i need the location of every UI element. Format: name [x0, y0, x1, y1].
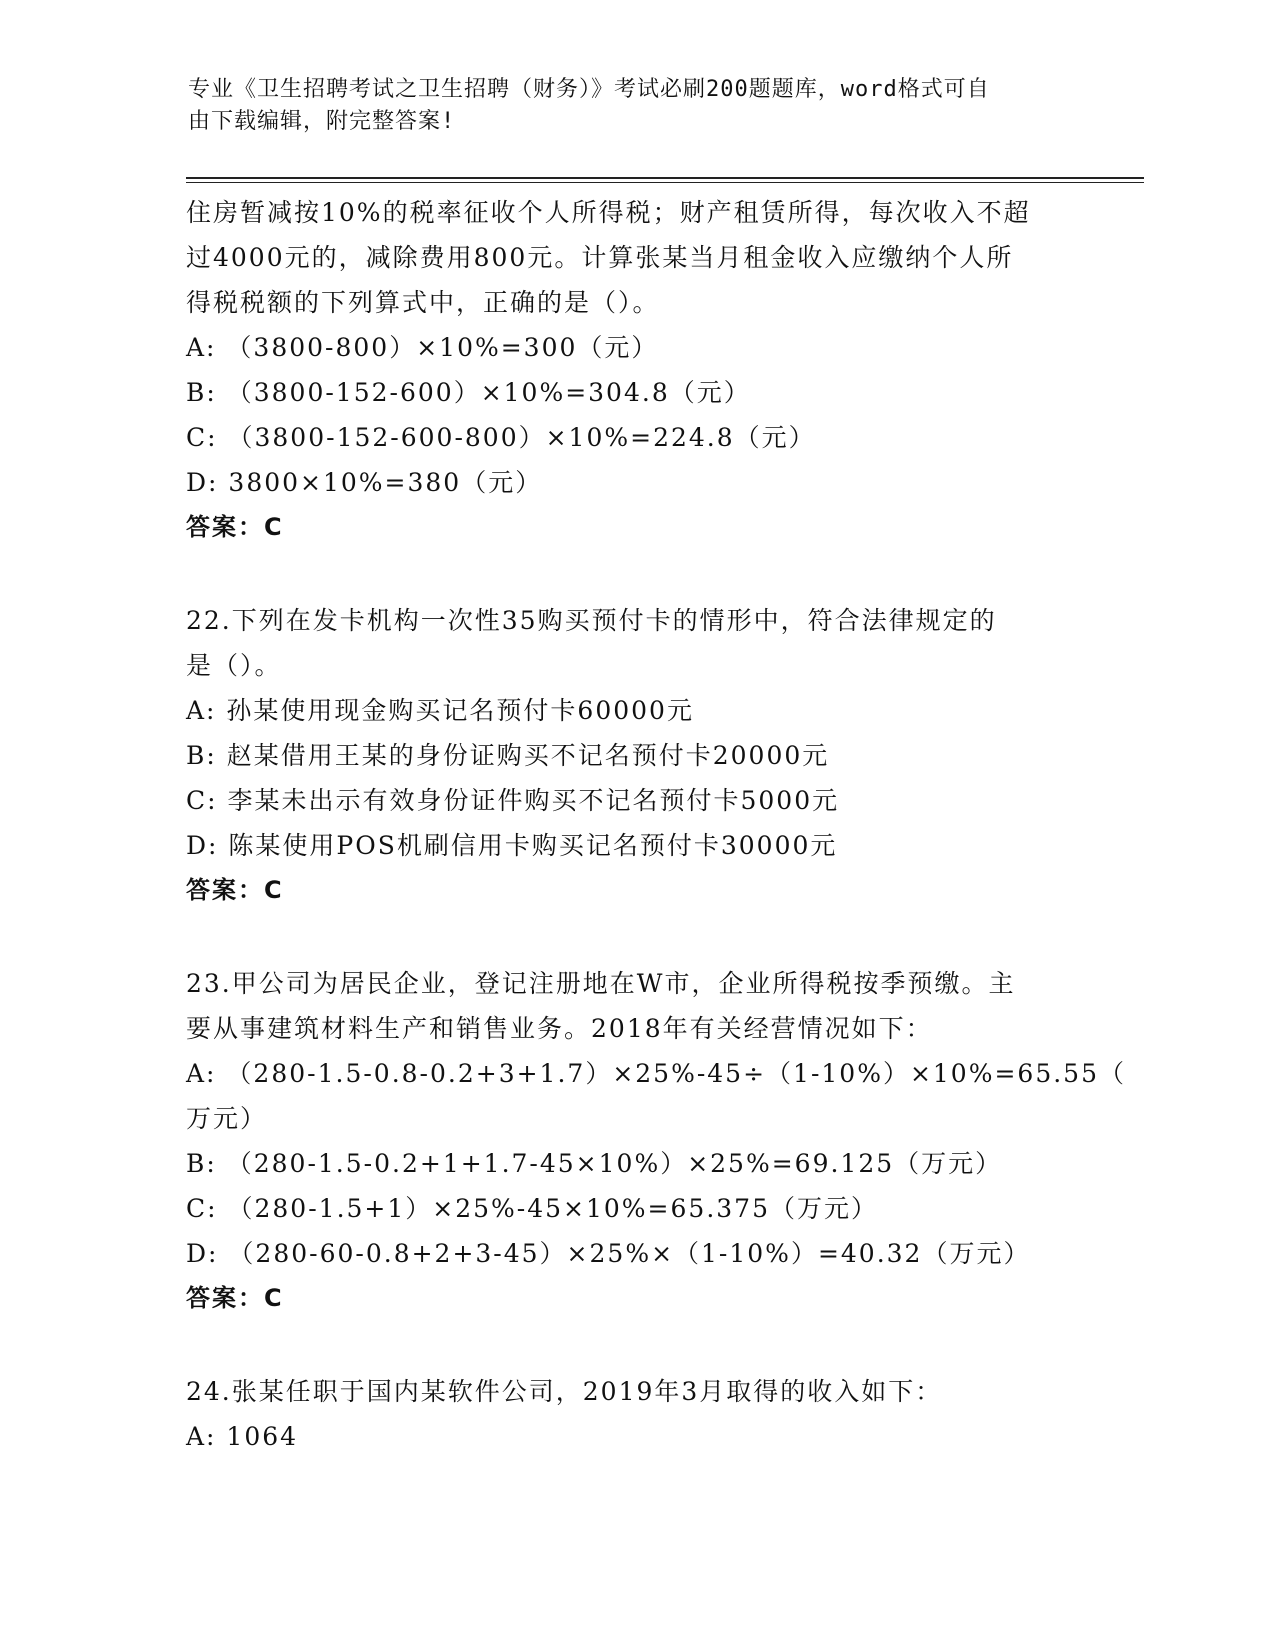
header-rule-thick	[186, 177, 1144, 179]
option-a: A: 孙某使用现金购买记名预付卡60000元	[186, 696, 694, 725]
question-21	[186, 190, 1086, 550]
question-text-line: 23.甲公司为居民企业，登记注册地在W市，企业所得税按季预缴。主	[186, 969, 1016, 998]
header-rule-thin	[186, 182, 1144, 183]
question-text-line: 住房暂减按10%的税率征收个人所得税；财产租赁所得，每次收入不超	[186, 198, 1031, 227]
option-d: D: 3800×10%=380（元）	[186, 468, 543, 497]
option-a: A: （3800-800）×10%=300（元）	[186, 333, 659, 362]
option-a: A: （280-1.5-0.8-0.2+3+1.7）×25%-45÷（1-10%）×10%=65.55（	[186, 1059, 1126, 1088]
question-text-line: 是（）。	[186, 651, 282, 680]
question-list	[186, 190, 1126, 1459]
answer-line: 答案：C	[186, 876, 284, 904]
question-23	[186, 961, 1126, 1321]
question-spacer	[186, 1321, 1086, 1369]
option-a: A: 1064	[186, 1422, 299, 1451]
question-text-line: 要从事建筑材料生产和销售业务。2018年有关经营情况如下：	[186, 1014, 933, 1043]
question-text-line: 过4000元的，减除费用800元。计算张某当月租金收入应缴纳个人所	[186, 243, 1014, 272]
answer-line: 答案：C	[186, 513, 284, 541]
question-22	[186, 598, 1086, 913]
document-header	[188, 74, 1068, 138]
option-a-continued: 万元）	[186, 1104, 268, 1133]
header-line-2: 由下载编辑，附完整答案!	[188, 109, 456, 134]
question-text-line: 22.下列在发卡机构一次性35购买预付卡的情形中，符合法律规定的	[186, 606, 997, 635]
option-b: B: （3800-152-600）×10%=304.8（元）	[186, 378, 751, 407]
question-text-line: 得税税额的下列算式中，正确的是（）。	[186, 288, 660, 317]
option-b: B: 赵某借用王某的身份证购买不记名预付卡20000元	[186, 741, 830, 770]
option-c: C: （3800-152-600-800）×10%=224.8（元）	[186, 423, 816, 452]
option-d: D: （280-60-0.8+2+3-45）×25%×（1-10%）=40.32（万元）	[186, 1239, 1031, 1268]
option-c: C: 李某未出示有效身份证件购买不记名预付卡5000元	[186, 786, 840, 815]
option-c: C: （280-1.5+1）×25%-45×10%=65.375（万元）	[186, 1194, 878, 1223]
header-line-1: 专业《卫生招聘考试之卫生招聘（财务）》考试必刷200题题库，word格式可自	[188, 77, 990, 102]
option-b: B: （280-1.5-0.2+1+1.7-45×10%）×25%=69.125（万元）	[186, 1149, 1003, 1178]
option-d: D: 陈某使用POS机刷信用卡购买记名预付卡30000元	[186, 831, 838, 860]
answer-line: 答案：C	[186, 1284, 284, 1312]
question-24	[186, 1369, 1086, 1459]
question-spacer	[186, 913, 1086, 961]
question-spacer	[186, 550, 1086, 598]
question-text-line: 24.张某任职于国内某软件公司，2019年3月取得的收入如下：	[186, 1377, 943, 1406]
